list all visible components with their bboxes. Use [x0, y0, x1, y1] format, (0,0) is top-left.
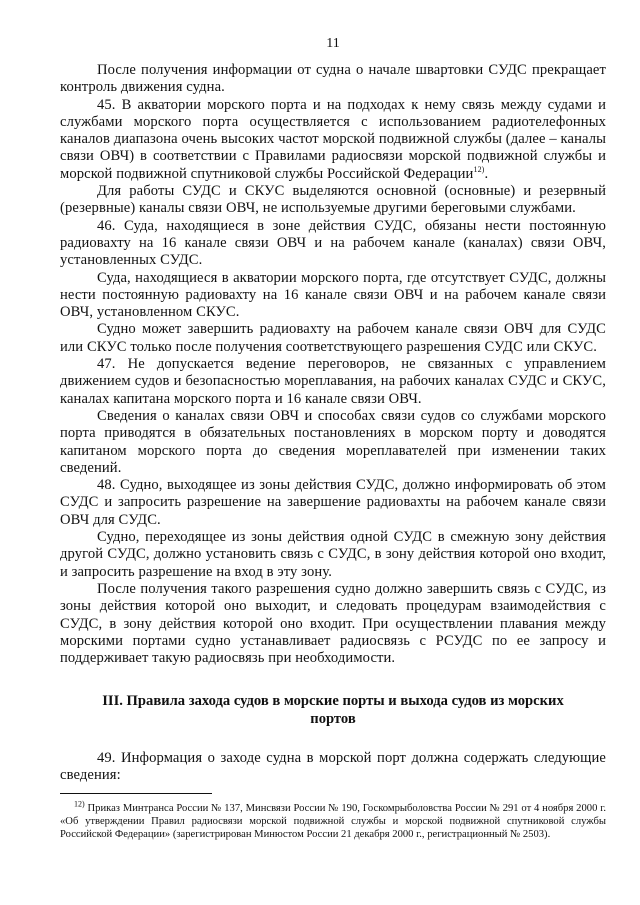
paragraph-47: 47. Не допускается ведение переговоров, не связанных с управлением движением судов и безопасностью мореплавания, на рабочих каналах СУДС и СКУС, каналах капитана морского порта и 16 канале связи ОВЧ.	[60, 356, 606, 407]
paragraph-48-transition: Судно, переходящее из зоны действия одной СУДС в смежную зону действия другой СУДС, должно установить связь с СУДС, в зону действия которой оно входит, и запросить разрешение на вход в эту зону.	[60, 529, 606, 580]
paragraph-45-channels: Для работы СУДС и СКУС выделяются основной (основные) и резервный (резервные) каналы связи ОВЧ, не используемые другими береговыми службами.	[60, 183, 606, 217]
page-number: 11	[326, 36, 340, 51]
footnote-divider	[60, 793, 212, 794]
footnote-marker: 12)	[74, 799, 85, 809]
paragraph-45-text: 45. В акватории морского порта и на подходах к нему связь между судами и службами морского порта осуществляется с использованием радиотелефонных каналов диапазона очень высоких частот морской подвижной службы (далее – каналы связи ОВЧ) в соответствии с Правилами радиосвязи морской подвижной службы и морской подвижной спутниковой службы Российской Федерации	[60, 96, 606, 182]
paragraph-47-info: Сведения о каналах связи ОВЧ и способах связи судов со службами морского порта приводятся в обязательных постановлениях в морском порту и доводятся капитаном морского порта до сведения мореплавателей при изменении таких сведений.	[60, 407, 606, 476]
paragraph-46: 46. Суда, находящиеся в зоне действия СУДС, обязаны нести постоянную радиовахту на 16 канале связи ОВЧ и на рабочем канале (каналах) связи ОВЧ, установленных СУДС.	[60, 217, 606, 269]
footnote-text: Приказ Минтранса России № 137, Минсвязи России № 190, Госкомрыболовства России № 291 от 4 ноября 2000 г. «Об утверждении Правил радиосвязи морской подвижной службы и морской подвижной спутниковой службы Российской Федерации» (зарегистрирован Минюстом России 21 декабря 2000 г., регистрационный № 2503).	[60, 802, 606, 840]
paragraph-mooring-end: После получения информации от судна о начале швартовки СУДС прекращает контроль движения судна.	[60, 62, 606, 96]
document-page	[60, 36, 606, 841]
footnote-reference: 12)	[473, 164, 485, 174]
paragraph-49: 49. Информация о заходе судна в морской порт должна содержать следующие сведения:	[60, 749, 606, 784]
paragraph-48-after-permission: После получения такого разрешения судно должно завершить связь с СУДС, из зоны действия которой оно выходит, и следовать процедурам взаимодействия с СУДС, в зону действия которой оно входит. При осуществлении плавания между морскими портами судно устанавливает радиосвязь с РСУДС по ее запросу и поддерживает такую радиосвязь при необходимости.	[60, 580, 606, 667]
paragraph-45-period: .	[484, 165, 489, 182]
paragraph-46-end-watch: Судно может завершить радиовахту на рабочем канале связи ОВЧ для СУДС или СКУС только после получения соответствующего разрешения СУДС или СКУС.	[60, 321, 606, 355]
section-title: III. Правила захода судов в морские порты и выхода судов из морских портов	[102, 693, 564, 727]
paragraph-45	[60, 97, 606, 183]
footnote	[60, 799, 606, 842]
paragraph-48: 48. Судно, выходящее из зоны действия СУДС, должно информировать об этом СУДС и запросить разрешение на завершение радиовахты на рабочем канале связи ОВЧ для СУДС.	[60, 477, 606, 528]
paragraph-46-no-suds: Суда, находящиеся в акватории морского порта, где отсутствует СУДС, должны нести постоянную радиовахту на 16 канале связи ОВЧ и на рабочем канале связи ОВЧ, установленном СКУС.	[60, 269, 606, 321]
